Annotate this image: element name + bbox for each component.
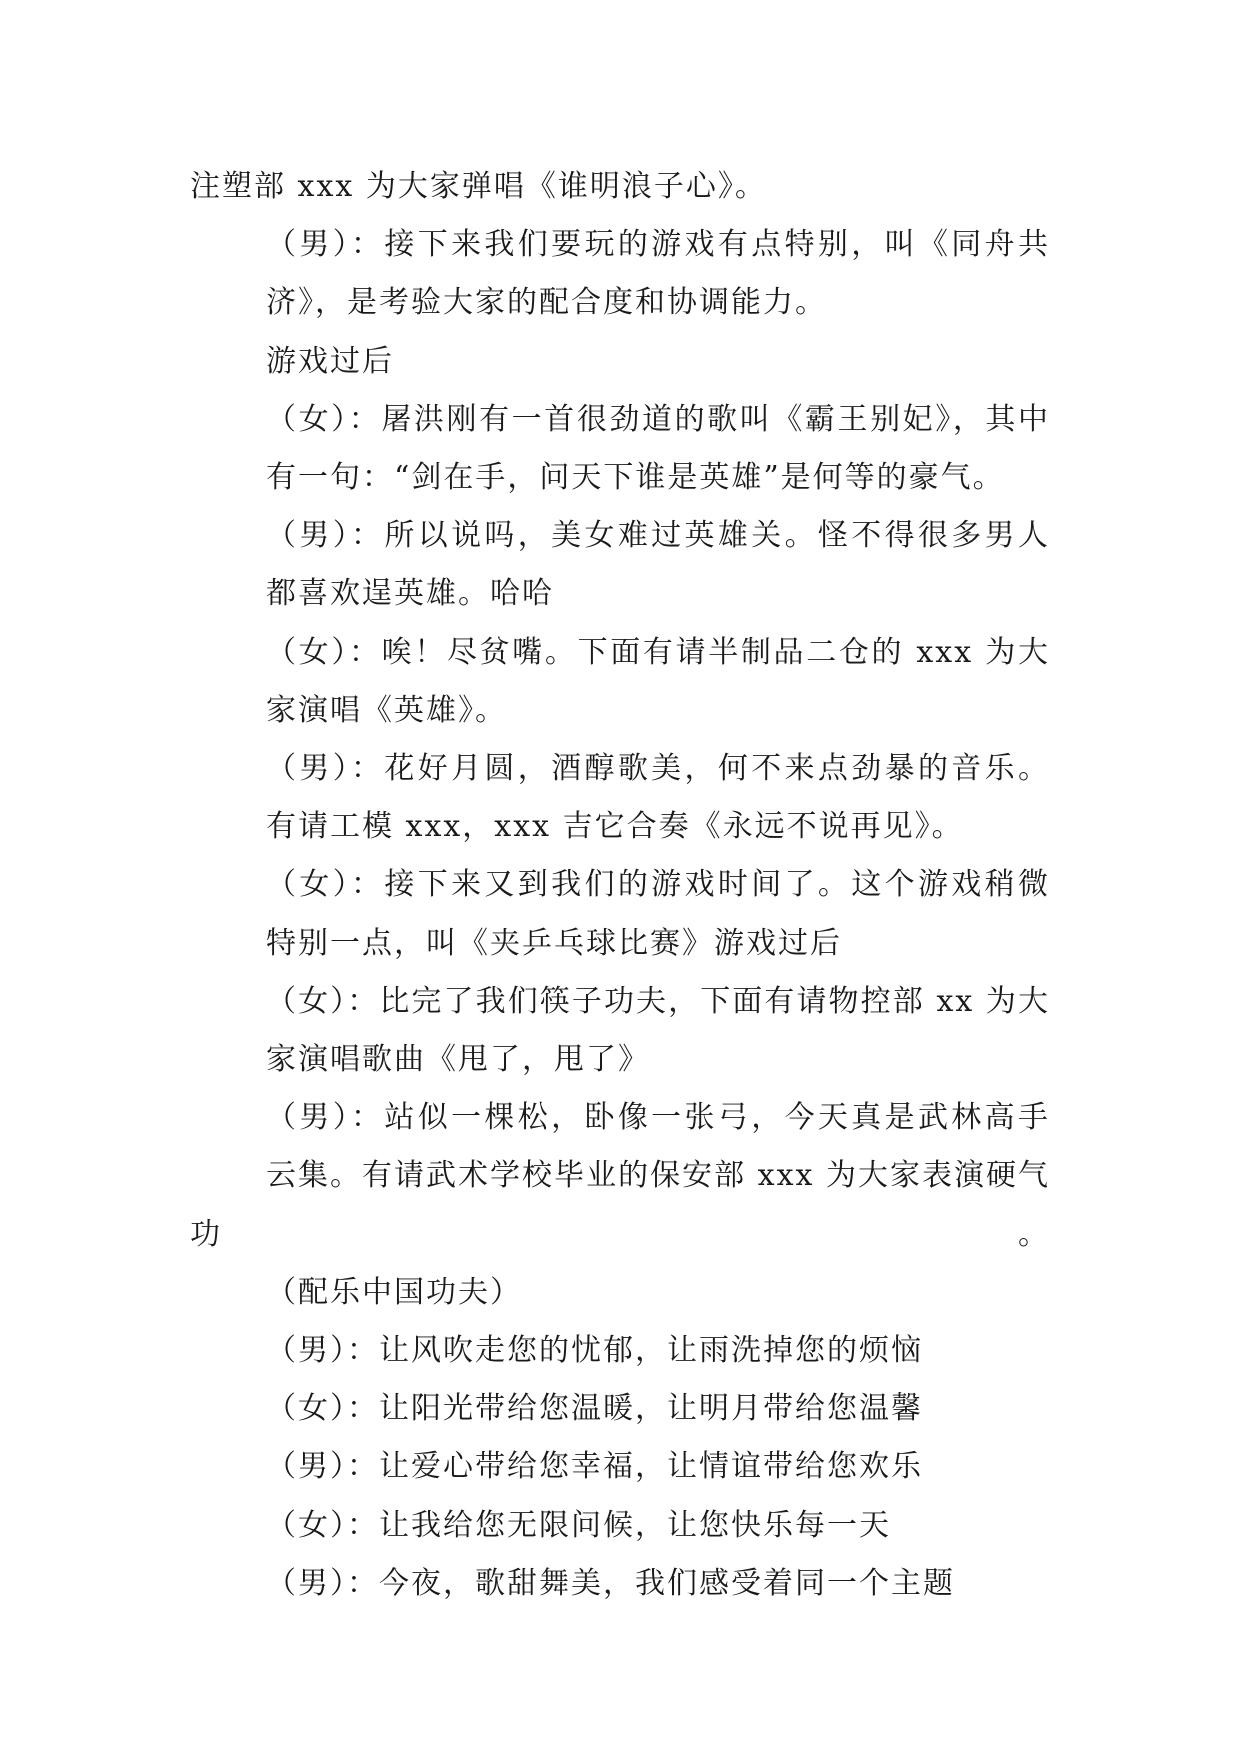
paragraph: [190, 1322, 1050, 1380]
text-line: （女）：接下来又到我们的游戏时间了。这个游戏稍微: [266, 867, 1050, 903]
text-line: （女）：屠洪刚有一首很劲道的歌叫《霸王别妃》，其中: [266, 401, 1050, 437]
paragraph: [190, 216, 1050, 332]
paragraph: [190, 973, 1050, 1089]
text-line: 特别一点，叫《夹乒乓球比赛》游戏过后: [266, 925, 842, 961]
paragraph: [190, 740, 1050, 856]
text-line: （男）：今夜，歌甜舞美，我们感受着同一个主题: [266, 1565, 955, 1601]
text-line: 游戏过后: [266, 343, 394, 379]
paragraph: [190, 1438, 1050, 1496]
text-line: （男）：花好月圆，酒醇歌美，何不来点劲暴的音乐。: [266, 751, 1050, 787]
text-line: （女）：唉！尽贫嘴。下面有请半制品二仓的 xxx 为大: [266, 634, 1050, 670]
paragraph: [190, 624, 1050, 740]
text-line: 有一句：“剑在手，问天下谁是英雄”是何等的豪气。: [266, 460, 1005, 496]
text-line: （女）：让我给您无限问候，让您快乐每一天: [266, 1507, 891, 1543]
text-line: （女）：让阳光带给您温暖，让明月带给您温馨: [266, 1391, 923, 1427]
text-line: （女）：比完了我们筷子功夫，下面有请物控部 xx 为大: [266, 983, 1050, 1019]
text-line: （男）：接下来我们要玩的游戏有点特别，叫《同舟共: [266, 227, 1050, 263]
text-line: 家演唱《英雄》。: [266, 692, 507, 728]
paragraph: [190, 158, 1050, 216]
text-line: 有请工模 xxx，xxx 吉它合奏《永远不说再见》。: [266, 809, 964, 845]
paragraph: [190, 1497, 1050, 1555]
text-line: （男）：让爱心带给您幸福，让情谊带给您欢乐: [266, 1449, 923, 1485]
text-line: （男）：所以说吗，美女难过英雄关。怪不得很多男人: [266, 518, 1050, 554]
text-line: 家演唱歌曲《甩了，甩了》: [266, 1042, 650, 1078]
text-line: 云集。有请武术学校毕业的保安部 xxx 为大家表演硬气功。: [190, 1158, 1050, 1252]
paragraph: [190, 333, 1050, 391]
text-line: 注塑部 xxx 为大家弹唱《谁明浪子心》。: [190, 169, 767, 204]
text-line: （男）：让风吹走您的忧郁，让雨洗掉您的烦恼: [266, 1333, 923, 1369]
text-line: （男）：站似一棵松，卧像一张弓，今天真是武林高手: [266, 1100, 1050, 1136]
paragraph: [190, 1555, 1050, 1613]
document-body: [190, 158, 1050, 1613]
paragraph: [190, 391, 1050, 507]
paragraph: [190, 1089, 1050, 1322]
paragraph: [190, 507, 1050, 623]
paragraph: [190, 856, 1050, 972]
text-line: （配乐中国功夫）: [266, 1274, 522, 1310]
text-line: 都喜欢逞英雄。哈哈: [266, 576, 554, 612]
paragraph: [190, 1380, 1050, 1438]
text-line: 济》，是考验大家的配合度和协调能力。: [266, 285, 827, 321]
